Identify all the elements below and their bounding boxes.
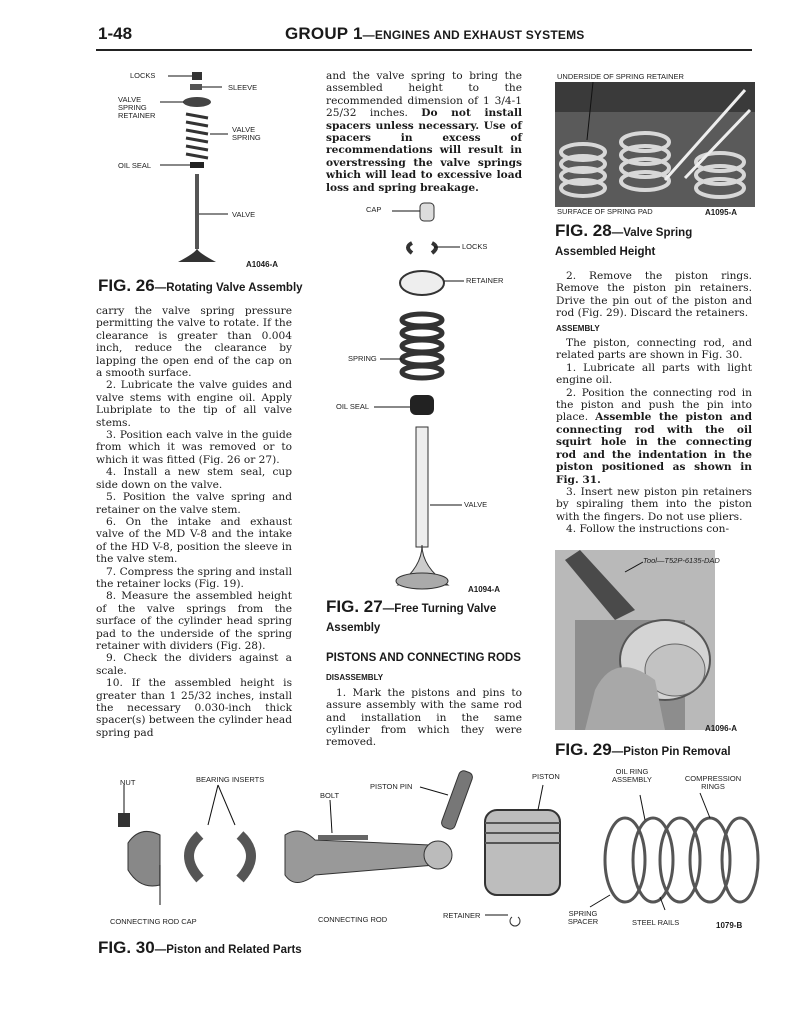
group-title (285, 24, 584, 44)
fig29-caption-text: —Piston Pin Removal (611, 746, 731, 758)
fig26-caption-num: FIG. 26 (98, 276, 155, 295)
disassembly-heading: DISASSEMBLY (326, 673, 384, 683)
column-1-text (96, 305, 292, 739)
fig29-photo (555, 540, 755, 735)
pistons-step-1: 1. Mark the pistons and pins to assure assembly with the same rod and installation in the same cylinder from which they were removed. (326, 686, 522, 749)
fig26-label-retainer: VALVE SPRING RETAINER (118, 95, 156, 120)
assembly-heading: ASSEMBLY (556, 323, 600, 333)
pistons-heading: PISTONS AND CONNECTING RODS (326, 652, 521, 664)
fig27-label-valve: VALVE (464, 500, 488, 509)
fig30-label-piston-pin: PISTON PIN (370, 782, 413, 791)
fig30-label-spacer: SPRING SPACER (567, 909, 599, 926)
fig30-label-bolt: BOLT (320, 791, 340, 800)
fig30-illustration (100, 765, 760, 935)
fig29-tool-label: Tool—T52P-6135-DAD (643, 556, 720, 565)
fig28-caption (555, 222, 755, 261)
col3-step-3: 3. Insert new piston pin retainers by spiraling them into the piston with the fingers. Do not use pliers. (556, 485, 752, 523)
fig27-drawing (330, 195, 525, 595)
fig30-label-rails: STEEL RAILS (632, 918, 680, 927)
fig30-code: 1079-B (716, 921, 743, 930)
page-number: 1-48 (98, 24, 133, 43)
fig26-label-valve: VALVE (232, 210, 256, 219)
fig30-label-nut: NUT (120, 778, 136, 787)
group-subject: —ENGINES AND EXHAUST SYSTEMS (362, 28, 585, 42)
fig29-code: A1096-A (705, 724, 738, 733)
fig30-caption-text: —Piston and Related Parts (154, 944, 302, 956)
column-2-text (326, 70, 522, 194)
fig26-label-sleeve: SLEEVE (228, 83, 258, 92)
fig26-caption (98, 276, 303, 296)
col3-step-2: 2. Remove the piston rings. Remove the piston pin retainers. Drive the pin out of the piston and rod (Fig. 29). Discard the retainers. (556, 270, 752, 320)
fig28-drawing (555, 70, 755, 220)
fig26-label-seal: OIL SEAL (118, 161, 152, 170)
col2-paragraph-plain: and the valve spring to bring the assembled height to the recommended dimension of 1 3/4-1 25/32 inches. (326, 70, 522, 120)
fig30-label-piston: PISTON (532, 772, 560, 781)
fig27-label-locks: LOCKS (462, 242, 488, 251)
column-3-text (556, 270, 752, 536)
fig30-caption-num: FIG. 30 (98, 938, 155, 957)
fig28-code: A1095-A (705, 208, 738, 217)
fig28-caption-num: FIG. 28 (555, 221, 612, 240)
col1-step-6: 6. On the intake and exhaust valve of the MD V-8 and the intake of the HD V-8, position the sleeve in the valve stem. (96, 515, 292, 566)
col1-step-10: 10. If the assembled height is greater than 1 25/32 inches, install the necessary 0.030-inch thick spacer(s) between the cylinder head spring pad (96, 677, 292, 739)
fig30-label-compression: COMPRESSION RINGS (684, 774, 742, 791)
col3-step-1: 1. Lubricate all parts with light engine oil. (556, 361, 752, 387)
col1-step-7: 7. Compress the spring and install the retainer locks (Fig. 19). (96, 565, 292, 590)
col2-paragraph-bold: Do not install spacers unless necessary. Use of spacers in excess of recommendations will result in overstressing the valve springs which will lead to excessive load loss and spring breakage. (326, 107, 522, 194)
col1-step-5: 5. Position the valve spring and retainer on the valve stem. (96, 491, 292, 516)
fig30-label-oil-ring: OIL RING ASSEMBLY (612, 767, 652, 784)
fig28-label-bottom: SURFACE OF SPRING PAD (557, 207, 653, 216)
col3-step-2a-plain: 2. Position the connecting rod in the piston and push the pin into place. (556, 386, 752, 424)
fig27-code: A1094-A (468, 585, 501, 594)
fig27-label-retainer: RETAINER (466, 276, 504, 285)
fig30-label-cap: CONNECTING ROD CAP (110, 917, 197, 926)
col3-intro: The piston, connecting rod, and related parts are shown in Fig. 30. (556, 337, 752, 362)
fig27-label-cap: CAP (366, 205, 382, 214)
fig29-drawing (555, 540, 755, 735)
fig27-caption (326, 598, 516, 637)
col1-step-3: 3. Position each valve in the guide from which it was removed or to which it was fitted (Fig. 26 or 27). (96, 429, 292, 466)
header-rule (96, 49, 752, 51)
fig26-label-locks: LOCKS (130, 71, 156, 80)
col1-step-4: 4. Install a new stem seal, cup side down on the valve. (96, 466, 292, 491)
fig26-illustration (110, 62, 300, 272)
pistons-section (326, 652, 522, 749)
fig28-label-top: UNDERSIDE OF SPRING RETAINER (557, 72, 684, 81)
fig28-caption-text: —Valve Spring Assembled Height (555, 227, 693, 258)
col1-step-9: 9. Check the dividers against a scale. (96, 652, 292, 677)
fig30-label-retainer: RETAINER (443, 911, 481, 920)
fig27-label-spring: SPRING (348, 354, 377, 363)
fig27-illustration (330, 195, 525, 595)
col3-step-4: 4. Follow the instructions con- (566, 523, 730, 536)
fig26-code: A1046-A (246, 260, 279, 269)
col1-paragraph: carry the valve spring pressure permitting the valve to rotate. If the clearance is greater than 0.004 inch, reduce the clearance by lapping the open end of the cap on a smooth surface. (96, 305, 292, 380)
group-name: GROUP 1 (285, 24, 363, 43)
fig27-caption-num: FIG. 27 (326, 597, 383, 616)
fig26-caption-text: —Rotating Valve Assembly (154, 282, 303, 294)
col3-step-2a-bold: Assemble the piston and connecting rod with the oil squirt hole in the connecting rod and the indentation in the piston positioned as shown in Fig. 31. (556, 411, 753, 486)
fig30-drawing (100, 765, 760, 935)
fig28-photo (555, 70, 755, 220)
fig27-caption-text: —Free Turning Valve Assembly (326, 603, 497, 634)
fig30-label-bearing: BEARING INSERTS (196, 775, 265, 784)
fig29-caption (555, 740, 731, 760)
fig30-label-rod: CONNECTING ROD (318, 915, 388, 924)
col1-step-8: 8. Measure the assembled height of the valve springs from the surface of the cylinder head spring pad to the underside of the spring retainer with dividers (Fig. 28). (96, 590, 292, 652)
fig27-label-seal: OIL SEAL (336, 402, 370, 411)
fig30-caption (98, 938, 302, 958)
col1-step-2: 2. Lubricate the valve guides and valve stems with engine oil. Apply Lubriplate to the tip of all valve stems. (96, 379, 292, 429)
fig29-caption-num: FIG. 29 (555, 740, 612, 759)
fig26-label-spring: VALVE SPRING (232, 125, 261, 142)
